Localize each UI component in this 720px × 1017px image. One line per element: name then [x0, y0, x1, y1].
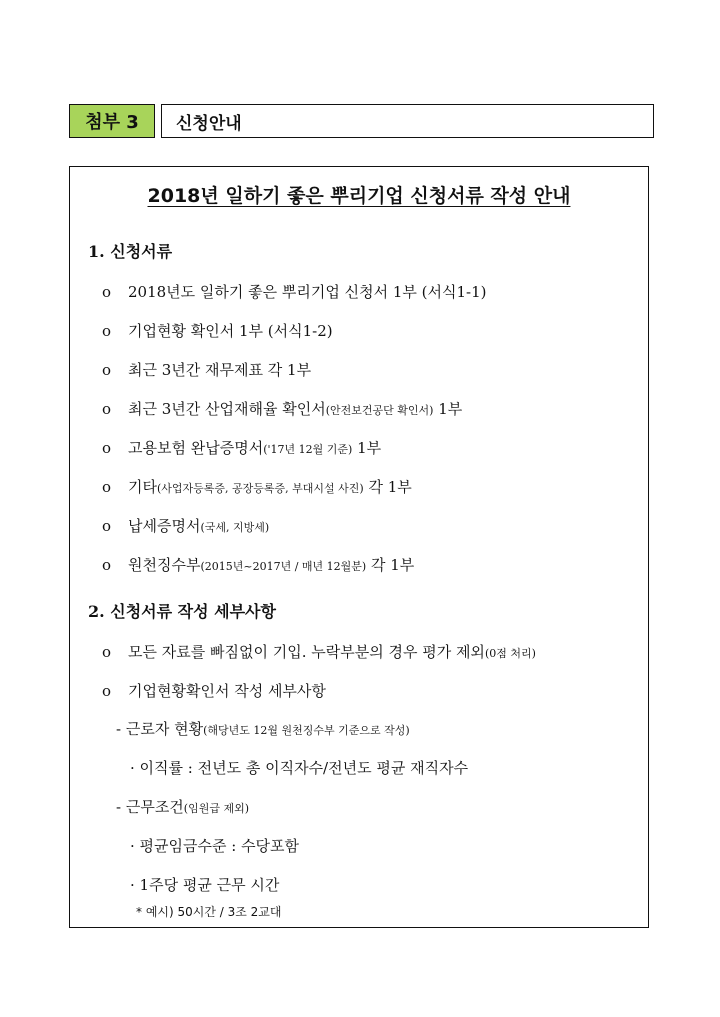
- document-title: 2018년 일하기 좋은 뿌리기업 신청서류 작성 안내: [147, 185, 571, 207]
- list-item: o 기업현황 확인서 1부 (서식1-2): [102, 322, 333, 340]
- section-2-heading: 2. 신청서류 작성 세부사항: [88, 602, 276, 621]
- sub-detail: · 1주당 평균 근무 시간: [130, 876, 280, 894]
- attachment-badge: 첨부 3: [69, 104, 155, 138]
- list-item: o 2018년도 일하기 좋은 뿌리기업 신청서 1부 (서식1-1): [102, 283, 487, 301]
- sub-item: - 근무조건(임원급 제외): [116, 798, 250, 816]
- section-1-heading: 1. 신청서류: [88, 242, 173, 261]
- list-item: o 납세증명서(국세, 지방세): [102, 517, 270, 535]
- sub-detail: · 이직률 : 전년도 총 이직자수/전년도 평균 재직자수: [130, 759, 469, 777]
- list-item: o 최근 3년간 산업재해율 확인서(안전보건공단 확인서) 1부: [102, 400, 463, 418]
- list-item: o 고용보험 완납증명서('17년 12월 기준) 1부: [102, 439, 382, 457]
- sub-detail: · 평균임금수준 : 수당포함: [130, 837, 300, 855]
- header-title: 신청안내: [161, 104, 654, 138]
- list-item: o 최근 3년간 재무제표 각 1부: [102, 361, 312, 379]
- list-item: o 기타(사업자등록증, 공장등록증, 부대시설 사진) 각 1부: [102, 478, 412, 496]
- list-item: o 기업현황확인서 작성 세부사항: [102, 682, 326, 700]
- list-item: o 원천징수부(2015년~2017년 / 매년 12월분) 각 1부: [102, 556, 415, 574]
- example-note: * 예시) 50시간 / 3조 2교대: [136, 905, 282, 919]
- sub-item: - 근로자 현황(해당년도 12월 원천징수부 기준으로 작성): [116, 720, 410, 738]
- list-item: o 모든 자료를 빠짐없이 기입. 누락부분의 경우 평가 제외(0점 처리): [102, 643, 536, 661]
- guide-panel: [69, 166, 649, 928]
- attachment-header: [69, 104, 654, 140]
